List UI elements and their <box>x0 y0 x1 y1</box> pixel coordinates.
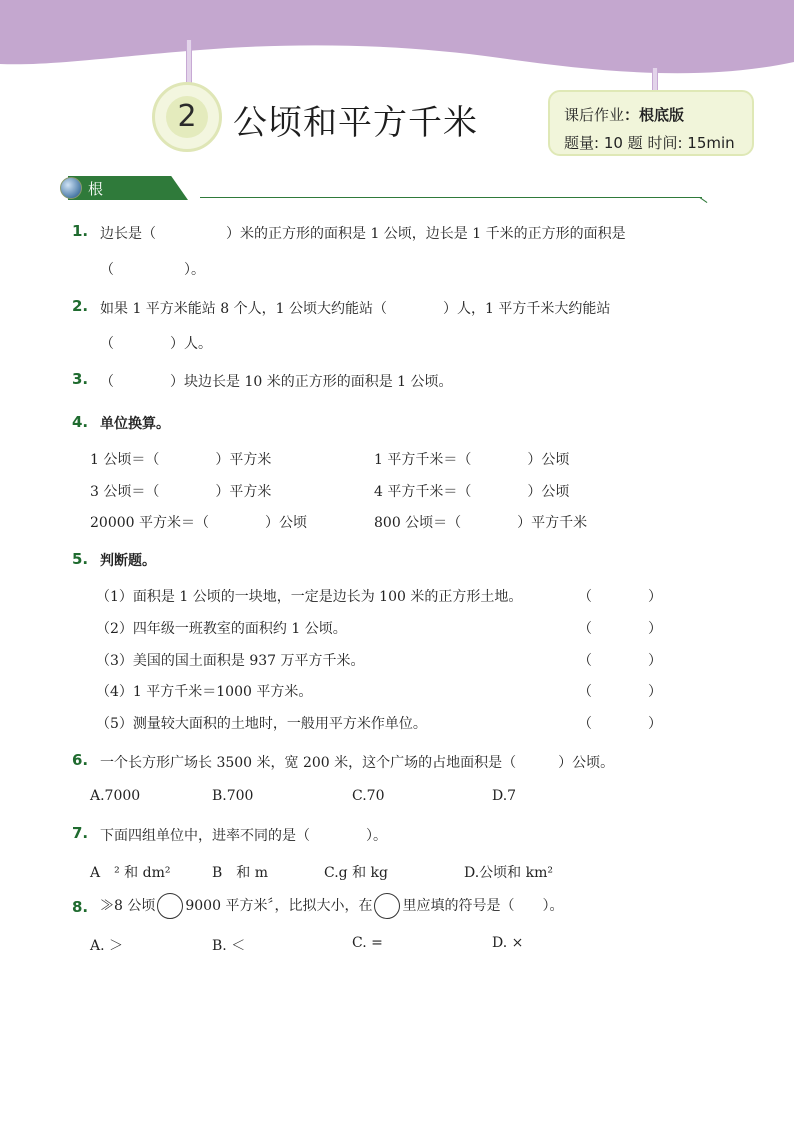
q7-option-b: B 和 m <box>212 865 269 881</box>
q5-item-5: （5）测量较大面积的土地时，一般用平方米作单位。 <box>96 716 427 732</box>
q7-number: 7. <box>72 824 89 842</box>
compare-circle-2[interactable] <box>374 893 400 919</box>
q8-option-a: A. ＞ <box>90 938 124 954</box>
hanging-string-right <box>652 68 658 90</box>
q6-option-a: A.7000 <box>90 788 141 804</box>
q1-text-cont: （ ）。 <box>100 262 205 278</box>
q5-item-2: （2）四年级一班教室的面积约 1 公顷。 <box>96 621 347 637</box>
globe-icon <box>60 177 82 199</box>
q7-text: 下面四组单位中，进率不同的是（ ）。 <box>100 828 387 844</box>
homework-line <box>564 104 684 125</box>
q3-number: 3. <box>72 370 89 388</box>
q7-option-d: D.公顷和 km² <box>464 865 553 881</box>
q5-answer-slot-5: （ ） <box>578 716 662 732</box>
q5-number: 5. <box>72 550 89 568</box>
meta-line <box>564 132 735 153</box>
q4-row2-right: 4 平方千米＝（ ）公顷 <box>374 484 570 500</box>
q6-text: 一个长方形广场长 3500 米，宽 200 米，这个广场的占地面积是（ ）公顷。 <box>100 755 615 771</box>
page-title: 公顷和平方千米 <box>233 103 478 143</box>
q4-row1-right: 1 平方千米＝（ ）公顷 <box>374 452 570 468</box>
q8-text <box>100 893 563 919</box>
hanging-string-left <box>186 40 192 84</box>
q8-text-part1: ≫8 公顷 <box>100 898 156 914</box>
q4-title: 单位换算。 <box>100 416 170 432</box>
q4-row3-right: 800 公顷＝（ ）平方千米 <box>374 515 588 531</box>
q6-option-b: B.700 <box>212 788 254 804</box>
q1-number: 1. <box>72 222 89 240</box>
section-label: 根底达标 <box>88 180 104 261</box>
homework-label: 课后作业 <box>564 106 625 124</box>
q8-number: 8. <box>72 898 89 916</box>
q8-option-c: C. = <box>352 935 383 951</box>
chapter-number: 2 <box>166 96 208 138</box>
q6-number: 6. <box>72 751 89 769</box>
q4-row3-left: 20000 平方米＝（ ）公顷 <box>90 515 307 531</box>
q3-text: （ ）块边长是 10 米的正方形的面积是 1 公顷。 <box>100 374 453 390</box>
section-divider <box>200 197 702 198</box>
q5-answer-slot-1: （ ） <box>578 589 662 605</box>
q5-answer-slot-3: （ ） <box>578 653 662 669</box>
q8-option-d: D. × <box>492 935 524 951</box>
q7-option-c: C.g 和 kg <box>324 865 388 881</box>
homework-info-box <box>548 90 754 156</box>
q6-option-c: C.70 <box>352 788 385 804</box>
q7-option-a: A ² 和 dm² <box>90 865 171 881</box>
q4-number: 4. <box>72 413 89 431</box>
chapter-badge <box>152 82 222 152</box>
q5-answer-slot-2: （ ） <box>578 621 662 637</box>
q1-text: 边长是（ ）米的正方形的面积是 1 公顷，边长是 1 千米的正方形的面积是 <box>100 226 626 242</box>
q5-item-3: （3）美国的国土面积是 937 万平方千米。 <box>96 653 365 669</box>
q5-answer-slot-4: （ ） <box>578 684 662 700</box>
q8-option-b: B. ＜ <box>212 938 246 954</box>
q4-row2-left: 3 公顷＝（ ）平方米 <box>90 484 272 500</box>
question-count: 题量: 10 题 <box>564 134 643 152</box>
section-divider-end <box>699 197 707 203</box>
time-limit: 时间: 15min <box>647 134 735 152</box>
q8-text-part3: 里应填的符号是（ ）。 <box>402 898 564 914</box>
q2-text: 如果 1 平方米能站 8 个人，1 公顷大约能站（ ）人，1 平方千米大约能站 <box>100 301 611 317</box>
section-tab <box>68 176 188 200</box>
q5-item-1: （1）面积是 1 公顷的一块地，一定是边长为 100 米的正方形土地。 <box>96 589 523 605</box>
q4-row1-left: 1 公顷＝（ ）平方米 <box>90 452 272 468</box>
q2-number: 2. <box>72 297 89 315</box>
header-wave-banner <box>0 0 794 80</box>
q8-text-part2: 9000 平方米〞，比拟大小，在 <box>185 898 373 914</box>
compare-circle-1[interactable] <box>157 893 183 919</box>
q5-title: 判断题。 <box>100 553 156 569</box>
q5-item-4: （4）1 平方千米＝1000 平方米。 <box>96 684 313 700</box>
homework-version: ：根底版 <box>624 106 685 124</box>
q6-option-d: D.7 <box>492 788 517 804</box>
q2-text-cont: （ ）人。 <box>100 336 212 352</box>
